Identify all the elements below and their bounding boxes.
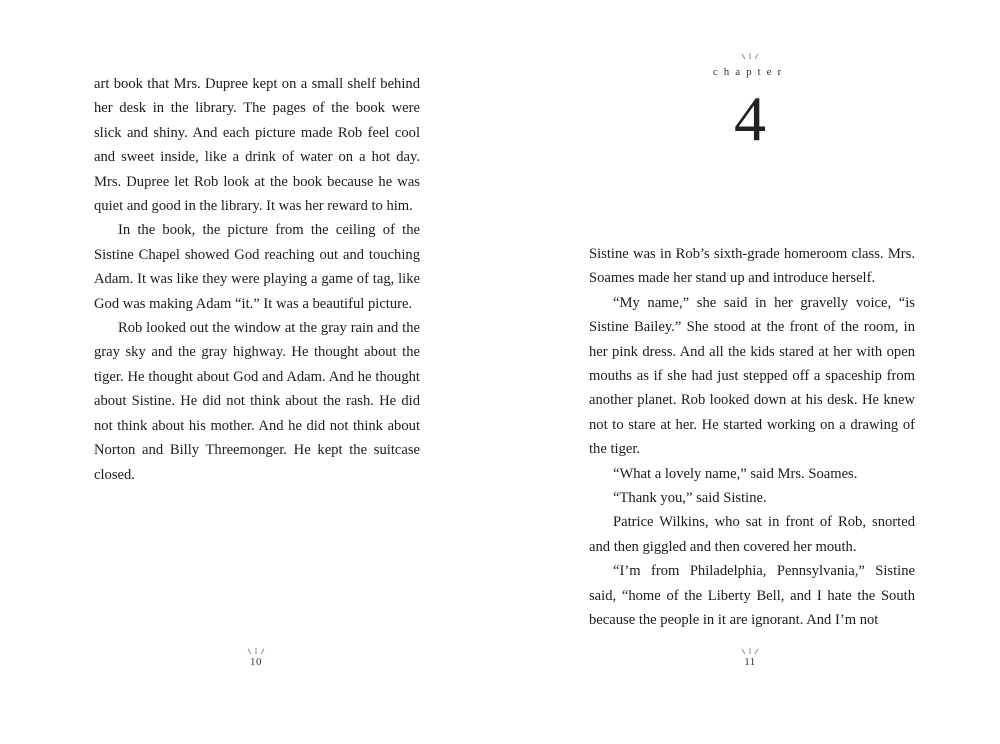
paragraph: In the book, the picture from the ceiling of the Sistine Chapel showed God reaching out and touching Adam. It was like they were playing a game of tag, like God was making Adam “it.” It was a beautiful picture. bbox=[94, 222, 420, 312]
chapter-number: 4 bbox=[734, 83, 766, 154]
paragraph: art book that Mrs. Dupree kept on a small shelf behind her desk in the library. The pages of the book were slick and shiny. And each picture made Rob feel cool and sweet inside, like a drink of water on a hot day. Mrs. Dupree let Rob look at the book because he was quiet and good in the library. It was her reward to him. bbox=[94, 76, 420, 215]
sunburst-ornament-icon bbox=[236, 647, 276, 655]
paragraph: “My name,” she said in her gravelly voice, “is Sistine Bailey.” She stood at the front of the room, in her pink dress. And all the kids stared at her with open mouths as if she had just stepped off a spaceship from another planet. Rob looked down at his desk. He knew not to stare at her. He started working on a drawing of the tiger. bbox=[589, 294, 915, 458]
paragraph: Sistine was in Rob’s sixth-grade homeroom class. Mrs. Soames made her stand up and introduce herself. bbox=[589, 246, 915, 287]
paragraph: Patrice Wilkins, who sat in front of Rob, snorted and then giggled and then covered her mouth. bbox=[589, 514, 915, 555]
chapter-label: chapter bbox=[712, 66, 788, 78]
page-number: 10 bbox=[250, 656, 262, 668]
left-page-text bbox=[94, 72, 420, 487]
right-page-text bbox=[589, 242, 915, 633]
right-page bbox=[500, 0, 1000, 744]
paragraph: “What a lovely name,” said Mrs. Soames. bbox=[613, 465, 858, 482]
paragraph: “Thank you,” said Sistine. bbox=[613, 490, 767, 507]
sunburst-ornament-icon bbox=[730, 52, 770, 60]
paragraph: “I’m from Philadelphia, Pennsylvania,” Sistine said, “home of the Liberty Bell, and I hate the South because the people in it are ignorant. And I’m not bbox=[589, 563, 915, 629]
paragraph: Rob looked out the window at the gray rain and the gray sky and the gray highway. He thought about the tiger. He thought about God and Adam. And he thought about Sistine. He did not think about the rash. He did not think about his mother. And he did not think about Norton and Billy Threemonger. He kept the suitcase closed. bbox=[94, 320, 420, 483]
page-number: 11 bbox=[744, 656, 756, 668]
sunburst-ornament-icon bbox=[730, 647, 770, 655]
